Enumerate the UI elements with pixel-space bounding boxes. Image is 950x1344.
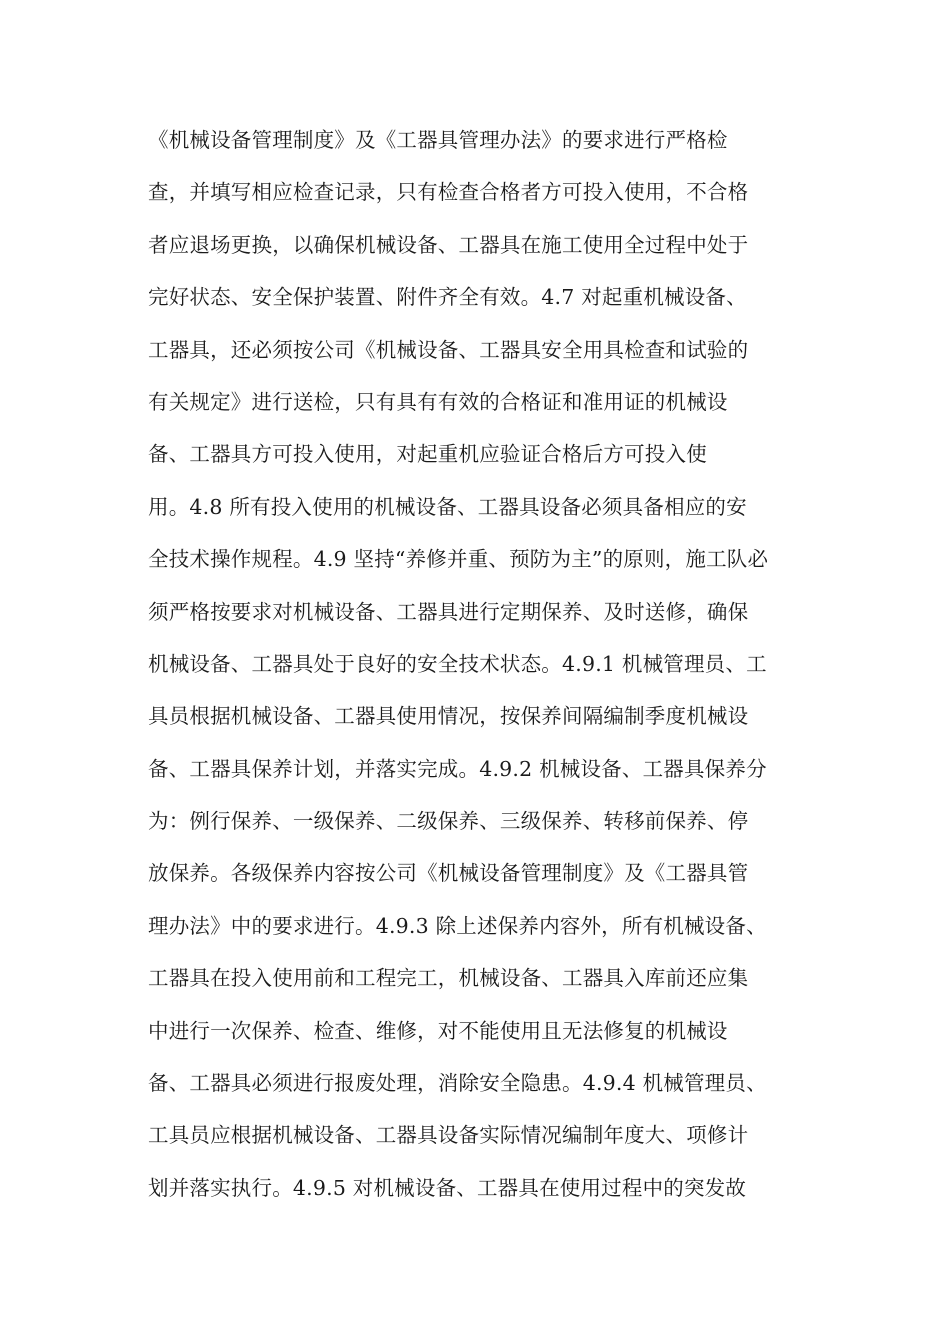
text-line: 须严格按要求对机械设备、工器具进行定期保养、及时送修，确保: [148, 599, 749, 624]
body-text: [148, 114, 808, 1214]
text-line: 用。4.8 所有投入使用的机械设备、工器具设备必须具备相应的安: [148, 494, 747, 519]
text-line: 理办法》中的要求进行。4.9.3 除上述保养内容外，所有机械设备、: [148, 913, 767, 938]
text-line: 完好状态、安全保护装置、附件齐全有效。4.7 对起重机械设备、: [148, 285, 747, 310]
text-line: 中进行一次保养、检查、维修，对不能使用且无法修复的机械设: [148, 1018, 728, 1043]
text-line: 有关规定》进行送检，只有具有有效的合格证和准用证的机械设: [148, 389, 728, 414]
text-line: 备、工器具必须进行报废处理，消除安全隐患。4.9.4 机械管理员、: [148, 1071, 767, 1096]
text-line: 者应退场更换，以确保机械设备、工器具在施工使用全过程中处于: [148, 232, 749, 257]
text-line: 为：例行保养、一级保养、二级保养、三级保养、转移前保养、停: [148, 809, 749, 834]
text-line: 全技术操作规程。4.9 坚持“养修并重、预防为主”的原则，施工队必: [148, 547, 769, 572]
text-line: 机械设备、工器具处于良好的安全技术状态。4.9.1 机械管理员、工: [148, 651, 767, 676]
text-line: 查，并填写相应检查记录，只有检查合格者方可投入使用，不合格: [148, 180, 749, 205]
text-line: 《机械设备管理制度》及《工器具管理办法》的要求进行严格检: [148, 128, 728, 152]
text-line: 划并落实执行。4.9.5 对机械设备、工器具在使用过程中的突发故: [148, 1175, 747, 1200]
text-line: 具员根据机械设备、工器具使用情况，按保养间隔编制季度机械设: [148, 704, 749, 729]
text-line: 放保养。各级保养内容按公司《机械设备管理制度》及《工器具管: [148, 861, 749, 886]
text-line: 工器具在投入使用前和工程完工，机械设备、工器具入库前还应集: [148, 966, 749, 991]
text-line: 备、工器具保养计划，并落实完成。4.9.2 机械设备、工器具保养分: [148, 756, 767, 781]
text-line: 备、工器具方可投入使用，对起重机应验证合格后方可投入使: [148, 442, 707, 467]
text-line: 工具员应根据机械设备、工器具设备实际情况编制年度大、项修计: [148, 1123, 749, 1148]
text-line: 工器具，还必须按公司《机械设备、工器具安全用具检查和试验的: [148, 337, 749, 362]
